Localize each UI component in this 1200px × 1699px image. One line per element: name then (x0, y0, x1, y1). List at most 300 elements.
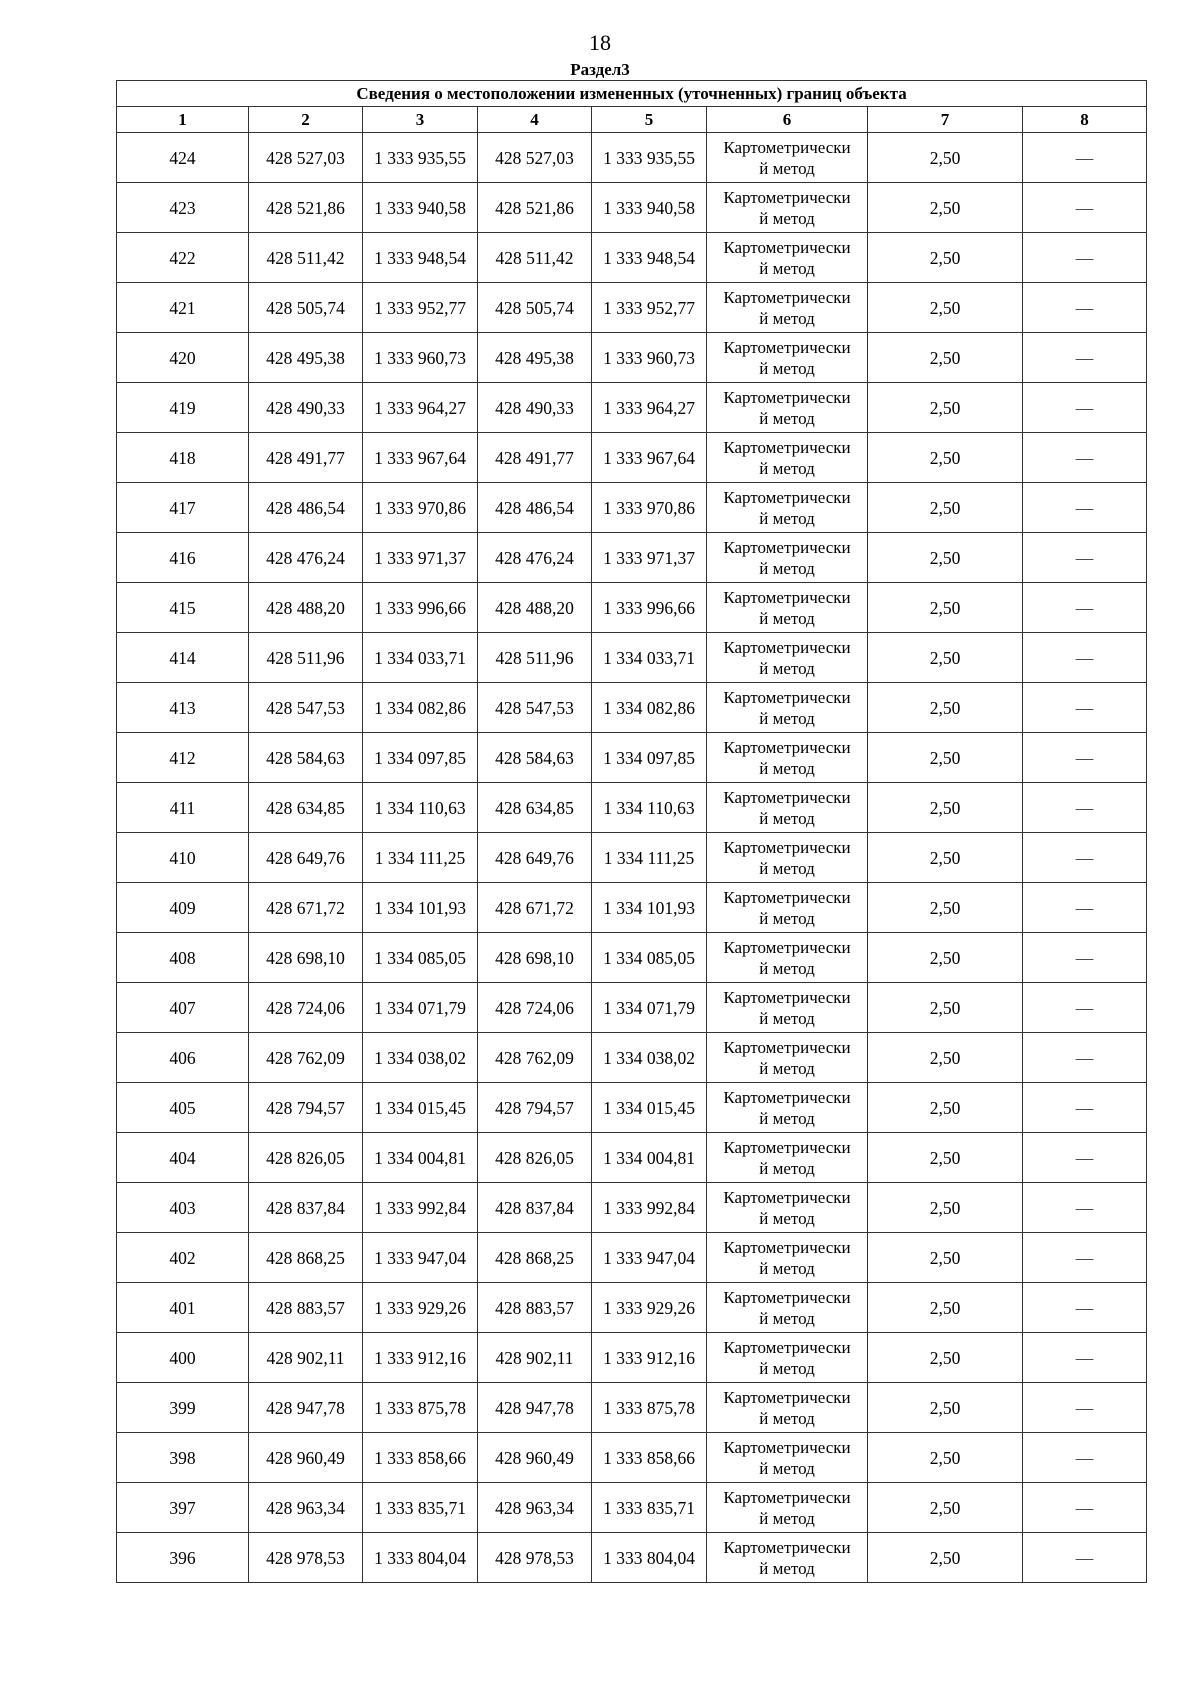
method-cell (707, 533, 868, 583)
method-line-1: Картометрически (723, 387, 851, 407)
existing-y-cell: 1 334 082,86 (363, 683, 478, 733)
refined-x-cell: 428 527,03 (478, 133, 592, 183)
method-cell (707, 783, 868, 833)
accuracy-cell: 2,50 (868, 1183, 1023, 1233)
method-line-2: й метод (759, 908, 815, 928)
method-line-1: Картометрически (723, 1337, 851, 1357)
existing-x-cell: 428 724,06 (249, 983, 363, 1033)
existing-y-cell: 1 333 992,84 (363, 1183, 478, 1233)
table-row (117, 983, 1147, 1033)
method-line-2: й метод (759, 408, 815, 428)
note-cell: — (1023, 983, 1147, 1033)
existing-x-cell: 428 868,25 (249, 1233, 363, 1283)
refined-x-cell: 428 794,57 (478, 1083, 592, 1133)
table-row (117, 333, 1147, 383)
point-number-cell: 396 (117, 1533, 249, 1583)
point-number-cell: 401 (117, 1283, 249, 1333)
existing-y-cell: 1 333 835,71 (363, 1483, 478, 1533)
method-cell (707, 1283, 868, 1333)
existing-x-cell: 428 978,53 (249, 1533, 363, 1583)
accuracy-cell: 2,50 (868, 1533, 1023, 1583)
refined-y-cell: 1 333 940,58 (592, 183, 707, 233)
refined-y-cell: 1 333 835,71 (592, 1483, 707, 1533)
refined-y-cell: 1 334 071,79 (592, 983, 707, 1033)
method-cell (707, 1533, 868, 1583)
existing-x-cell: 428 794,57 (249, 1083, 363, 1133)
note-cell: — (1023, 633, 1147, 683)
existing-x-cell: 428 490,33 (249, 383, 363, 433)
point-number-cell: 417 (117, 483, 249, 533)
method-line-2: й метод (759, 1108, 815, 1128)
method-cell (707, 483, 868, 533)
existing-y-cell: 1 334 085,05 (363, 933, 478, 983)
method-line-2: й метод (759, 1058, 815, 1078)
accuracy-cell: 2,50 (868, 1383, 1023, 1433)
refined-x-cell: 428 505,74 (478, 283, 592, 333)
refined-x-cell: 428 883,57 (478, 1283, 592, 1333)
table-row (117, 133, 1147, 183)
method-line-2: й метод (759, 1308, 815, 1328)
method-line-1: Картометрически (723, 837, 851, 857)
existing-x-cell: 428 698,10 (249, 933, 363, 983)
existing-x-cell: 428 902,11 (249, 1333, 363, 1383)
accuracy-cell: 2,50 (868, 483, 1023, 533)
table-row (117, 483, 1147, 533)
table-row (117, 1283, 1147, 1333)
point-number-cell: 408 (117, 933, 249, 983)
refined-y-cell: 1 334 097,85 (592, 733, 707, 783)
point-number-cell: 424 (117, 133, 249, 183)
method-cell (707, 833, 868, 883)
note-cell: — (1023, 583, 1147, 633)
existing-x-cell: 428 488,20 (249, 583, 363, 633)
point-number-cell: 410 (117, 833, 249, 883)
method-cell (707, 1383, 868, 1433)
point-number-cell: 421 (117, 283, 249, 333)
refined-x-cell: 428 476,24 (478, 533, 592, 583)
refined-x-cell: 428 671,72 (478, 883, 592, 933)
method-cell (707, 933, 868, 983)
method-line-2: й метод (759, 158, 815, 178)
existing-x-cell: 428 495,38 (249, 333, 363, 383)
accuracy-cell: 2,50 (868, 733, 1023, 783)
note-cell: — (1023, 283, 1147, 333)
table-row (117, 1333, 1147, 1383)
note-cell: — (1023, 1433, 1147, 1483)
method-cell (707, 433, 868, 483)
existing-x-cell: 428 491,77 (249, 433, 363, 483)
existing-x-cell: 428 947,78 (249, 1383, 363, 1433)
method-line-2: й метод (759, 208, 815, 228)
accuracy-cell: 2,50 (868, 983, 1023, 1033)
table-row (117, 283, 1147, 333)
refined-x-cell: 428 495,38 (478, 333, 592, 383)
column-header: 5 (592, 107, 707, 133)
method-cell (707, 183, 868, 233)
refined-y-cell: 1 333 992,84 (592, 1183, 707, 1233)
table-caption-row (117, 81, 1147, 107)
note-cell: — (1023, 883, 1147, 933)
table-row (117, 633, 1147, 683)
method-line-2: й метод (759, 508, 815, 528)
note-cell: — (1023, 133, 1147, 183)
accuracy-cell: 2,50 (868, 1133, 1023, 1183)
method-line-1: Картометрически (723, 787, 851, 807)
method-line-2: й метод (759, 1008, 815, 1028)
method-cell (707, 1433, 868, 1483)
refined-x-cell: 428 634,85 (478, 783, 592, 833)
accuracy-cell: 2,50 (868, 1083, 1023, 1133)
table-row (117, 933, 1147, 983)
column-header: 2 (249, 107, 363, 133)
note-cell: — (1023, 833, 1147, 883)
method-cell (707, 983, 868, 1033)
existing-x-cell: 428 883,57 (249, 1283, 363, 1333)
method-cell (707, 233, 868, 283)
refined-y-cell: 1 333 947,04 (592, 1233, 707, 1283)
note-cell: — (1023, 783, 1147, 833)
method-line-2: й метод (759, 1408, 815, 1428)
table-row (117, 583, 1147, 633)
accuracy-cell: 2,50 (868, 1333, 1023, 1383)
point-number-cell: 407 (117, 983, 249, 1033)
existing-y-cell: 1 334 004,81 (363, 1133, 478, 1183)
existing-x-cell: 428 547,53 (249, 683, 363, 733)
method-line-2: й метод (759, 258, 815, 278)
note-cell: — (1023, 1283, 1147, 1333)
refined-y-cell: 1 334 004,81 (592, 1133, 707, 1183)
refined-x-cell: 428 902,11 (478, 1333, 592, 1383)
accuracy-cell: 2,50 (868, 633, 1023, 683)
existing-y-cell: 1 334 071,79 (363, 983, 478, 1033)
table-row (117, 1483, 1147, 1533)
existing-x-cell: 428 963,34 (249, 1483, 363, 1533)
accuracy-cell: 2,50 (868, 883, 1023, 933)
method-line-1: Картометрически (723, 887, 851, 907)
method-line-2: й метод (759, 358, 815, 378)
column-header: 3 (363, 107, 478, 133)
column-header: 4 (478, 107, 592, 133)
method-line-1: Картометрически (723, 1487, 851, 1507)
accuracy-cell: 2,50 (868, 233, 1023, 283)
refined-y-cell: 1 333 948,54 (592, 233, 707, 283)
method-line-2: й метод (759, 858, 815, 878)
method-line-1: Картометрически (723, 737, 851, 757)
refined-y-cell: 1 333 960,73 (592, 333, 707, 383)
refined-x-cell: 428 947,78 (478, 1383, 592, 1433)
method-cell (707, 683, 868, 733)
accuracy-cell: 2,50 (868, 533, 1023, 583)
method-line-2: й метод (759, 558, 815, 578)
method-cell (707, 1233, 868, 1283)
method-line-1: Картометрически (723, 487, 851, 507)
existing-y-cell: 1 333 875,78 (363, 1383, 478, 1433)
table-row (117, 883, 1147, 933)
method-line-1: Картометрически (723, 937, 851, 957)
refined-y-cell: 1 333 952,77 (592, 283, 707, 333)
existing-y-cell: 1 333 929,26 (363, 1283, 478, 1333)
accuracy-cell: 2,50 (868, 1283, 1023, 1333)
existing-x-cell: 428 527,03 (249, 133, 363, 183)
accuracy-cell: 2,50 (868, 583, 1023, 633)
existing-x-cell: 428 486,54 (249, 483, 363, 533)
note-cell: — (1023, 333, 1147, 383)
accuracy-cell: 2,50 (868, 383, 1023, 433)
table-row (117, 233, 1147, 283)
table-row (117, 783, 1147, 833)
refined-y-cell: 1 334 111,25 (592, 833, 707, 883)
refined-x-cell: 428 868,25 (478, 1233, 592, 1283)
method-line-2: й метод (759, 1258, 815, 1278)
note-cell: — (1023, 183, 1147, 233)
refined-y-cell: 1 333 935,55 (592, 133, 707, 183)
method-line-1: Картометрически (723, 137, 851, 157)
point-number-cell: 406 (117, 1033, 249, 1083)
method-line-1: Картометрически (723, 1287, 851, 1307)
method-cell (707, 1333, 868, 1383)
existing-y-cell: 1 333 971,37 (363, 533, 478, 583)
refined-y-cell: 1 333 996,66 (592, 583, 707, 633)
refined-x-cell: 428 826,05 (478, 1133, 592, 1183)
existing-y-cell: 1 334 110,63 (363, 783, 478, 833)
existing-y-cell: 1 334 101,93 (363, 883, 478, 933)
accuracy-cell: 2,50 (868, 283, 1023, 333)
accuracy-cell: 2,50 (868, 933, 1023, 983)
note-cell: — (1023, 233, 1147, 283)
refined-x-cell: 428 698,10 (478, 933, 592, 983)
refined-x-cell: 428 978,53 (478, 1533, 592, 1583)
existing-y-cell: 1 334 111,25 (363, 833, 478, 883)
table-row (117, 1233, 1147, 1283)
point-number-cell: 411 (117, 783, 249, 833)
method-cell (707, 283, 868, 333)
note-cell: — (1023, 1083, 1147, 1133)
column-header: 7 (868, 107, 1023, 133)
existing-x-cell: 428 649,76 (249, 833, 363, 883)
note-cell: — (1023, 733, 1147, 783)
accuracy-cell: 2,50 (868, 333, 1023, 383)
existing-y-cell: 1 334 097,85 (363, 733, 478, 783)
method-line-1: Картометрически (723, 287, 851, 307)
method-line-1: Картометрически (723, 987, 851, 1007)
method-line-1: Картометрически (723, 187, 851, 207)
refined-x-cell: 428 649,76 (478, 833, 592, 883)
refined-y-cell: 1 334 101,93 (592, 883, 707, 933)
existing-y-cell: 1 333 940,58 (363, 183, 478, 233)
refined-y-cell: 1 334 082,86 (592, 683, 707, 733)
method-line-1: Картометрически (723, 687, 851, 707)
point-number-cell: 409 (117, 883, 249, 933)
note-cell: — (1023, 1033, 1147, 1083)
refined-x-cell: 428 521,86 (478, 183, 592, 233)
column-header: 6 (707, 107, 868, 133)
accuracy-cell: 2,50 (868, 1033, 1023, 1083)
table-row (117, 833, 1147, 883)
refined-x-cell: 428 547,53 (478, 683, 592, 733)
point-number-cell: 422 (117, 233, 249, 283)
existing-x-cell: 428 634,85 (249, 783, 363, 833)
refined-x-cell: 428 762,09 (478, 1033, 592, 1083)
table-row (117, 733, 1147, 783)
refined-x-cell: 428 490,33 (478, 383, 592, 433)
accuracy-cell: 2,50 (868, 683, 1023, 733)
point-number-cell: 399 (117, 1383, 249, 1433)
existing-y-cell: 1 333 970,86 (363, 483, 478, 533)
existing-y-cell: 1 333 912,16 (363, 1333, 478, 1383)
existing-y-cell: 1 333 996,66 (363, 583, 478, 633)
method-cell (707, 1483, 868, 1533)
existing-x-cell: 428 584,63 (249, 733, 363, 783)
refined-x-cell: 428 724,06 (478, 983, 592, 1033)
note-cell: — (1023, 1333, 1147, 1383)
existing-y-cell: 1 333 948,54 (363, 233, 478, 283)
existing-y-cell: 1 334 038,02 (363, 1033, 478, 1083)
method-line-2: й метод (759, 708, 815, 728)
section-title: Раздел3 (570, 60, 630, 79)
accuracy-cell: 2,50 (868, 1433, 1023, 1483)
existing-x-cell: 428 837,84 (249, 1183, 363, 1233)
note-cell: — (1023, 1383, 1147, 1433)
point-number-cell: 397 (117, 1483, 249, 1533)
refined-x-cell: 428 960,49 (478, 1433, 592, 1483)
method-line-2: й метод (759, 458, 815, 478)
note-cell: — (1023, 1483, 1147, 1533)
refined-x-cell: 428 486,54 (478, 483, 592, 533)
table-caption: Сведения о местоположении измененных (уточненных) границ объекта (117, 81, 1147, 107)
method-cell (707, 883, 868, 933)
refined-x-cell: 428 511,96 (478, 633, 592, 683)
method-line-1: Картометрически (723, 1387, 851, 1407)
refined-y-cell: 1 334 110,63 (592, 783, 707, 833)
table-row (117, 1533, 1147, 1583)
refined-y-cell: 1 334 015,45 (592, 1083, 707, 1133)
point-number-cell: 405 (117, 1083, 249, 1133)
existing-y-cell: 1 333 952,77 (363, 283, 478, 333)
existing-x-cell: 428 960,49 (249, 1433, 363, 1483)
method-cell (707, 1183, 868, 1233)
point-number-cell: 398 (117, 1433, 249, 1483)
existing-x-cell: 428 511,96 (249, 633, 363, 683)
existing-x-cell: 428 511,42 (249, 233, 363, 283)
refined-x-cell: 428 511,42 (478, 233, 592, 283)
method-line-2: й метод (759, 758, 815, 778)
method-line-2: й метод (759, 1508, 815, 1528)
method-line-2: й метод (759, 1458, 815, 1478)
note-cell: — (1023, 1133, 1147, 1183)
method-line-1: Картометрически (723, 537, 851, 557)
method-cell (707, 333, 868, 383)
existing-y-cell: 1 333 960,73 (363, 333, 478, 383)
refined-y-cell: 1 333 858,66 (592, 1433, 707, 1483)
note-cell: — (1023, 1183, 1147, 1233)
refined-x-cell: 428 963,34 (478, 1483, 592, 1533)
method-line-1: Картометрически (723, 437, 851, 457)
method-cell (707, 633, 868, 683)
point-number-cell: 420 (117, 333, 249, 383)
point-number-cell: 418 (117, 433, 249, 483)
point-number-cell: 414 (117, 633, 249, 683)
table-row (117, 183, 1147, 233)
method-line-1: Картометрически (723, 1537, 851, 1557)
refined-y-cell: 1 333 929,26 (592, 1283, 707, 1333)
method-cell (707, 383, 868, 433)
existing-y-cell: 1 333 858,66 (363, 1433, 478, 1483)
refined-x-cell: 428 837,84 (478, 1183, 592, 1233)
refined-y-cell: 1 333 964,27 (592, 383, 707, 433)
table-row (117, 433, 1147, 483)
table-row (117, 1083, 1147, 1133)
method-line-1: Картометрически (723, 637, 851, 657)
note-cell: — (1023, 933, 1147, 983)
refined-x-cell: 428 491,77 (478, 433, 592, 483)
point-number-cell: 419 (117, 383, 249, 433)
existing-x-cell: 428 476,24 (249, 533, 363, 583)
note-cell: — (1023, 433, 1147, 483)
method-cell (707, 733, 868, 783)
table-row (117, 1383, 1147, 1433)
method-cell (707, 1083, 868, 1133)
existing-x-cell: 428 671,72 (249, 883, 363, 933)
point-number-cell: 413 (117, 683, 249, 733)
point-number-cell: 415 (117, 583, 249, 633)
accuracy-cell: 2,50 (868, 183, 1023, 233)
table-row (117, 683, 1147, 733)
method-line-2: й метод (759, 658, 815, 678)
point-number-cell: 403 (117, 1183, 249, 1233)
refined-y-cell: 1 333 970,86 (592, 483, 707, 533)
boundary-coordinates-table (116, 80, 1147, 1583)
table-row (117, 533, 1147, 583)
page-number: 18 (589, 30, 611, 55)
refined-y-cell: 1 333 804,04 (592, 1533, 707, 1583)
refined-y-cell: 1 333 967,64 (592, 433, 707, 483)
point-number-cell: 400 (117, 1333, 249, 1383)
refined-y-cell: 1 334 085,05 (592, 933, 707, 983)
method-line-2: й метод (759, 1158, 815, 1178)
column-header: 8 (1023, 107, 1147, 133)
method-cell (707, 133, 868, 183)
method-line-2: й метод (759, 1358, 815, 1378)
method-line-1: Картометрически (723, 1037, 851, 1057)
note-cell: — (1023, 1233, 1147, 1283)
point-number-cell: 404 (117, 1133, 249, 1183)
existing-y-cell: 1 333 964,27 (363, 383, 478, 433)
refined-y-cell: 1 333 912,16 (592, 1333, 707, 1383)
refined-y-cell: 1 334 033,71 (592, 633, 707, 683)
accuracy-cell: 2,50 (868, 1483, 1023, 1533)
method-line-2: й метод (759, 608, 815, 628)
method-cell (707, 1033, 868, 1083)
existing-x-cell: 428 505,74 (249, 283, 363, 333)
point-number-cell: 412 (117, 733, 249, 783)
existing-y-cell: 1 333 935,55 (363, 133, 478, 183)
column-header: 1 (117, 107, 249, 133)
table-row (117, 1033, 1147, 1083)
accuracy-cell: 2,50 (868, 1233, 1023, 1283)
method-line-1: Картометрически (723, 337, 851, 357)
accuracy-cell: 2,50 (868, 783, 1023, 833)
method-line-1: Картометрически (723, 1187, 851, 1207)
table-header-row (117, 107, 1147, 133)
method-line-2: й метод (759, 1208, 815, 1228)
method-line-2: й метод (759, 808, 815, 828)
existing-x-cell: 428 521,86 (249, 183, 363, 233)
refined-x-cell: 428 584,63 (478, 733, 592, 783)
note-cell: — (1023, 683, 1147, 733)
existing-x-cell: 428 762,09 (249, 1033, 363, 1083)
method-cell (707, 583, 868, 633)
method-cell (707, 1133, 868, 1183)
